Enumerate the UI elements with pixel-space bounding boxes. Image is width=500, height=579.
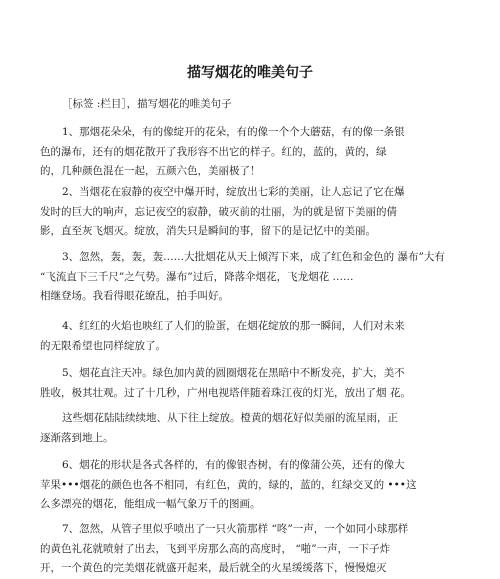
tags-line: ［标签 :栏目］，描写烟花的唯美句子 bbox=[62, 98, 232, 110]
paragraph bbox=[40, 409, 465, 448]
paragraph-line: 3、忽然，轰，轰，轰……大批烟花从天上倾泻下来，成了红色和金色的 瀑布”大有 bbox=[62, 251, 445, 263]
paragraph-line: 这些烟花陆陆续续地、从下往上绽放。橙黄的烟花好似美丽的流星雨，正 bbox=[62, 412, 398, 424]
paragraph-line: 色的瀑布，还有的烟花散开了我形容不出它的样子。红的，蓝的，黄的，绿 bbox=[40, 145, 387, 158]
paragraph bbox=[40, 520, 465, 579]
paragraph-line: 么多漂亮的烟花，能组成一幅气象万千的图画。 bbox=[40, 498, 261, 510]
paragraph bbox=[40, 248, 465, 307]
paragraph-line: 相继登场。我看得眼花缭乱，拍手叫好。 bbox=[40, 290, 229, 302]
paragraph bbox=[40, 123, 465, 182]
paragraph-line: 发时的巨大的响声，忘记夜空的寂静，破灭前的壮丽，为的就是留下美丽的倩 bbox=[40, 205, 397, 218]
paragraph-line: 开，一个黄色的完美烟花就盛开起来，最后就全的火星缓缓落下，慢慢熄灭 bbox=[40, 562, 387, 574]
paragraph-line: 的黄色礼花就喷射了出去，飞到平房那么高的高度时， “啪”一声，一下子炸 bbox=[40, 542, 391, 555]
paragraph-line: 6、烟花的形状是各式各样的，有的像银杏树，有的像蒲公英，还有的像大 bbox=[62, 459, 405, 471]
paragraph bbox=[40, 364, 465, 403]
paragraph-line: 影，直至灰飞烟灭。绽放，消失只是瞬间的事，留下的是记忆中的美丽。 bbox=[40, 225, 376, 237]
paragraph-line: 的，几种颜色混在一起，五颜六色，美丽极了！ bbox=[40, 165, 261, 177]
paragraph bbox=[40, 183, 465, 242]
paragraph bbox=[40, 317, 465, 356]
paragraph-line: 的无限希望也同样绽放了。 bbox=[40, 339, 166, 352]
paragraph-line: 7、忽然，从管子里似乎喷出了一只火箭那样 “咚”一声，一个如同小球那样 bbox=[62, 523, 409, 535]
paragraph-line: “飞流直下三千尺”之气势。瀑布”过后，降落伞烟花，飞龙烟花 …… bbox=[40, 270, 354, 283]
paragraph-line: 1、那烟花朵朵，有的像绽开的花朵，有的像一个个大蘑菇，有的像一条银 bbox=[62, 126, 405, 138]
paragraph-line: 逐渐落到地上。 bbox=[40, 431, 114, 444]
paragraph-line: 胜收，极其壮观。过了十几秒，广州电视塔伴随着珠江夜的灯光，放出了烟 花。 bbox=[40, 386, 411, 399]
paragraph-line: 4、红红的火焰也映红了人们的脸蛋，在烟花绽放的那一瞬间，人们对未来 bbox=[62, 320, 405, 332]
document-title: 描写烟花的唯美句子 bbox=[187, 65, 313, 81]
paragraph-line: 2、当烟花在寂静的夜空中爆开时，绽放出七彩的美丽，让人忘记了它在爆 bbox=[62, 186, 405, 198]
paragraph-line: 5、烟花直注天冲。绿色加内黄的圆圈烟花在黑暗中不断发亮，扩大，美不 bbox=[62, 367, 405, 379]
paragraph-line: 苹果•••烟花的颜色也各不相同，有红色，黄的，绿的，蓝的，红绿交叉的 •••这 bbox=[40, 478, 417, 491]
paragraph bbox=[40, 456, 465, 515]
